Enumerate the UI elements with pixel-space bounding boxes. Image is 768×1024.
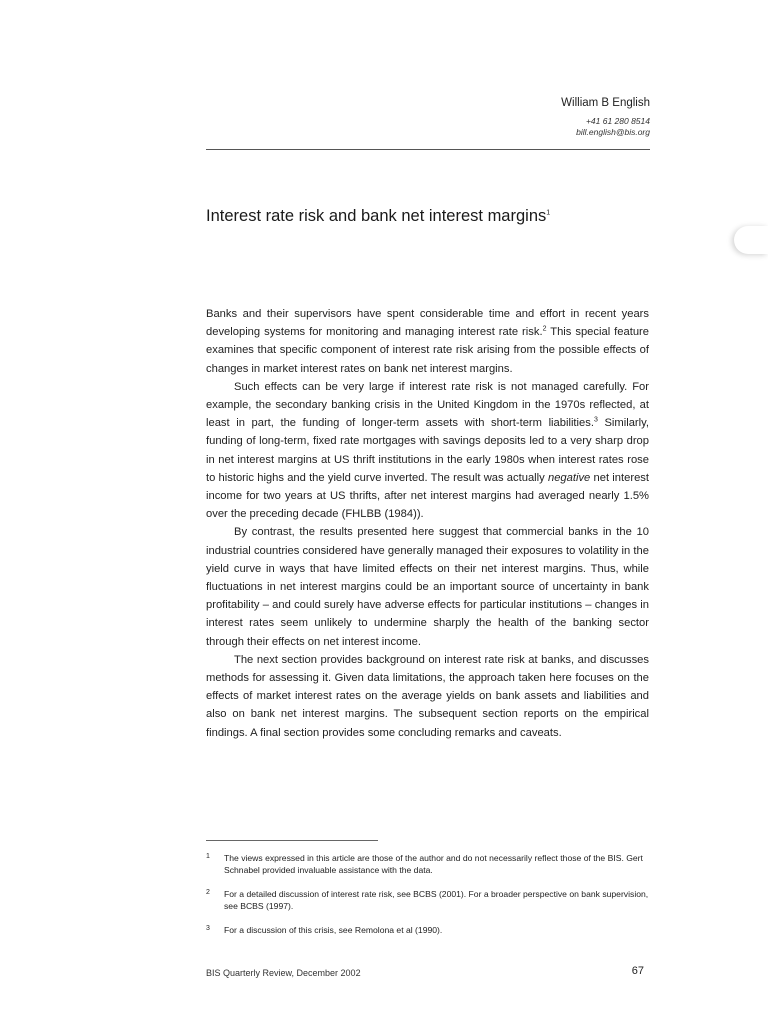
paragraph-2-emphasis: negative: [547, 471, 591, 484]
footnote-text: For a discussion of this crisis, see Remolona et al (1990).: [224, 925, 443, 935]
side-panel-tab[interactable]: [734, 226, 768, 254]
author-phone: +41 61 280 8514: [585, 116, 650, 126]
paragraph-2-text-b: Similarly, funding of long-term, fixed rate mortgages with savings deposits led to a very sharp drop in net interest margins at US thrift institutions in the early 1980s when interest rates rose to historic highs and the yield curve inverted. The result was actually: [206, 417, 650, 484]
paragraph-2: [206, 378, 649, 524]
paragraph-1-text-a: Banks and their supervisors have spent considerable time and effort in recent years developing systems for monitoring and managing interest rate risk.: [206, 308, 649, 339]
footnote-number: 3: [206, 925, 210, 932]
paragraph-1-text-b: This special feature examines that specific component of interest rate risk arising from the possible effects of changes in market interest rates on bank net interest margins.: [206, 326, 649, 375]
paragraph-4: The next section provides background on interest rate risk at banks, and discusses methods for assessing it. Given data limitations, the approach taken here focuses on the effects of market interest rates on the average yields on bank assets and liabilities and also on bank net interest margins. The subsequent section reports on the empirical findings. A final section provides some concluding remarks and caveats.: [206, 653, 649, 739]
article-body: [206, 305, 649, 742]
footnote-number: 1: [206, 853, 210, 860]
page-number: 67: [631, 965, 644, 977]
author-block: [561, 96, 650, 138]
paragraph-2-text-c: net interest income for two years at US thrifts, after net interest margins had averaged nearly 1.5% over the preceding decade (FHLBB (1984)).: [206, 471, 649, 521]
footnote-text: For a detailed discussion of interest rate risk, see BCBS (2001). For a broader perspective on bank supervision, see BCBS (1997).: [224, 889, 649, 911]
footnote-item: [206, 888, 650, 912]
footnote-item: [206, 852, 650, 876]
article-title-text: Interest rate risk and bank net interest margins: [206, 207, 547, 225]
footnote-number: 2: [206, 889, 210, 896]
footnote-item: [206, 924, 650, 936]
article-title: [206, 205, 666, 227]
footnote-ref-3: 3: [593, 416, 598, 424]
author-email[interactable]: bill.english@bis.org: [576, 127, 650, 137]
footnote-divider: [206, 840, 378, 841]
title-footnote-mark: 1: [546, 209, 551, 217]
author-name: William B English: [561, 97, 650, 109]
author-contact: [561, 116, 650, 138]
journal-footer: BIS Quarterly Review, December 2002: [206, 968, 361, 978]
footnotes: [206, 852, 650, 948]
paragraph-1: [206, 305, 649, 378]
paragraph-3: By contrast, the results presented here suggest that commercial banks in the 10 industrial countries considered have generally managed their exposures to volatility in the yield curve in ways that have limited effects on their net interest margins. Thus, while fluctuations in net interest margins could be an important source of uncertainty in bank profitability – and could surely have adverse effects for particular institutions – changes in interest rates seem unlikely to undermine sharply the health of the banking sector through their effects on net interest income.: [206, 526, 649, 648]
footnote-ref-2: 2: [542, 325, 547, 333]
paragraph-2-text-a: Such effects can be very large if interest rate risk is not managed carefully. For example, the secondary banking crisis in the United Kingdom in the 1970s reflected, at least in part, the funding of longer-term assets with short-term liabilities.: [206, 380, 649, 430]
footnote-text: The views expressed in this article are those of the author and do not necessarily reflect those of the BIS. Gert Schnabel provided invaluable assistance with the data.: [224, 853, 643, 875]
header-divider: [206, 149, 650, 150]
